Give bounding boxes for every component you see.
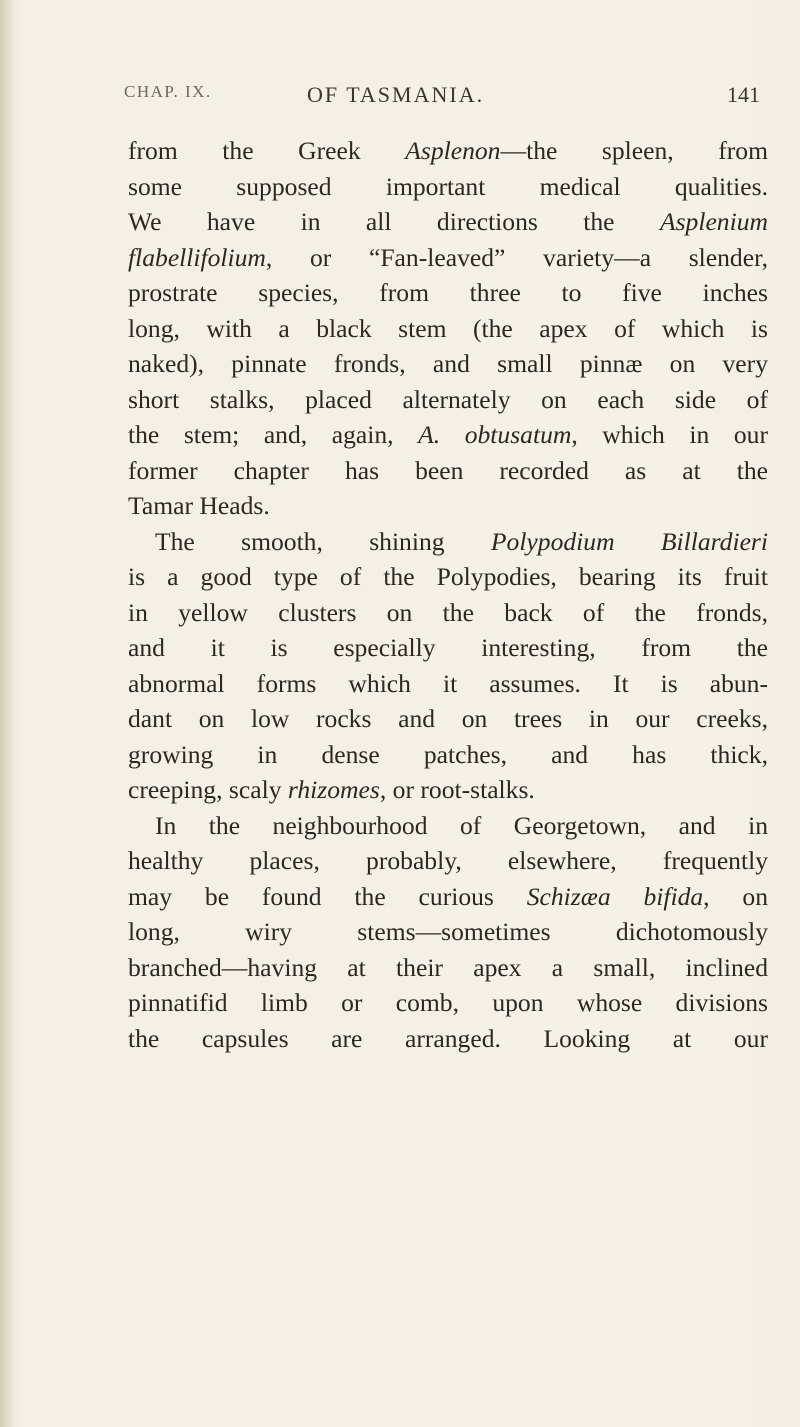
text-line xyxy=(128,488,768,524)
italic-term: flabellifolium xyxy=(128,242,266,272)
text-run: short stalks, placed alternately on each side of xyxy=(128,384,768,414)
text-line xyxy=(128,630,768,666)
text-line xyxy=(128,204,768,240)
text-run: some supposed important medical qualities. xyxy=(128,171,768,201)
text-run: may be found the curious xyxy=(128,881,527,911)
text-line xyxy=(128,133,768,169)
italic-term: rhizomes xyxy=(287,775,380,804)
text-line xyxy=(128,311,768,347)
text-line xyxy=(128,914,768,950)
text-run: dant on low rocks and on trees in our creeks, xyxy=(128,704,768,733)
text-line xyxy=(128,843,768,879)
text-line xyxy=(128,808,768,844)
page-number: 141 xyxy=(727,82,760,107)
text-run: The smooth, shining xyxy=(155,526,491,556)
text-run: We have in all directions the xyxy=(128,207,660,236)
text-run: abnormal forms which it assumes. It is abun- xyxy=(128,668,768,698)
text-run: the capsules are arranged. Looking at our xyxy=(128,1023,768,1053)
text-line xyxy=(128,701,768,737)
text-line xyxy=(128,382,768,418)
text-run: the stem; and, again, xyxy=(128,420,419,449)
text-line xyxy=(128,950,768,986)
text-line xyxy=(128,169,768,205)
text-run: , which in our xyxy=(571,420,768,449)
text-run: creeping, scaly xyxy=(128,775,288,804)
text-run: —the spleen, from xyxy=(500,136,768,165)
text-line xyxy=(128,985,768,1021)
body-text xyxy=(128,133,768,1056)
text-line xyxy=(128,666,768,702)
italic-term: Schizæa bifida xyxy=(526,881,704,911)
text-run: long, wiry stems—sometimes dichotomously xyxy=(128,917,768,946)
text-line xyxy=(128,275,768,311)
running-title: OF TASMANIA. xyxy=(307,82,485,107)
text-run: in yellow clusters on the back of the fronds, xyxy=(128,597,768,627)
text-run: growing in dense patches, and has thick, xyxy=(128,739,768,769)
text-line xyxy=(128,524,768,560)
text-line xyxy=(128,417,768,453)
text-run: healthy places, probably, elsewhere, frequently xyxy=(128,846,768,875)
gutter-shadow xyxy=(0,0,14,1427)
text-line xyxy=(128,240,768,276)
text-line xyxy=(128,346,768,382)
text-line xyxy=(128,1021,768,1057)
italic-term: A. obtusatum xyxy=(418,420,572,449)
text-run: Tamar Heads. xyxy=(128,491,270,520)
text-run: former chapter has been recorded as at the xyxy=(128,455,768,485)
chapter-label: CHAP. IX. xyxy=(124,82,212,101)
text-line xyxy=(128,737,768,773)
text-run: from the Greek xyxy=(128,136,406,165)
text-run: , or “Fan-leaved” variety—a slender, xyxy=(265,242,768,272)
text-run: is a good type of the Polypodies, bearing its fruit xyxy=(128,562,768,591)
text-line xyxy=(128,879,768,915)
text-run: long, with a black stem (the apex of which is xyxy=(128,313,768,343)
text-run: , on xyxy=(703,881,768,911)
italic-term: Polypodium Billardieri xyxy=(490,526,769,556)
italic-term: Asplenon xyxy=(405,136,501,165)
text-run: pinnatifid limb or comb, upon whose divisions xyxy=(128,988,768,1017)
text-run: branched—having at their apex a small, inclined xyxy=(128,952,768,982)
text-run: , or root-stalks. xyxy=(379,775,535,804)
text-line xyxy=(128,595,768,631)
text-line xyxy=(128,453,768,489)
text-line xyxy=(128,559,768,595)
text-run: In the neighbourhood of Georgetown, and in xyxy=(155,810,768,840)
text-line xyxy=(128,772,768,808)
text-run: and it is especially interesting, from the xyxy=(128,633,768,662)
text-run: naked), pinnate fronds, and small pinnæ on very xyxy=(128,349,768,378)
page-header xyxy=(124,82,760,112)
italic-term: Asplenium xyxy=(659,207,768,236)
text-run: prostrate species, from three to five inches xyxy=(128,278,768,307)
